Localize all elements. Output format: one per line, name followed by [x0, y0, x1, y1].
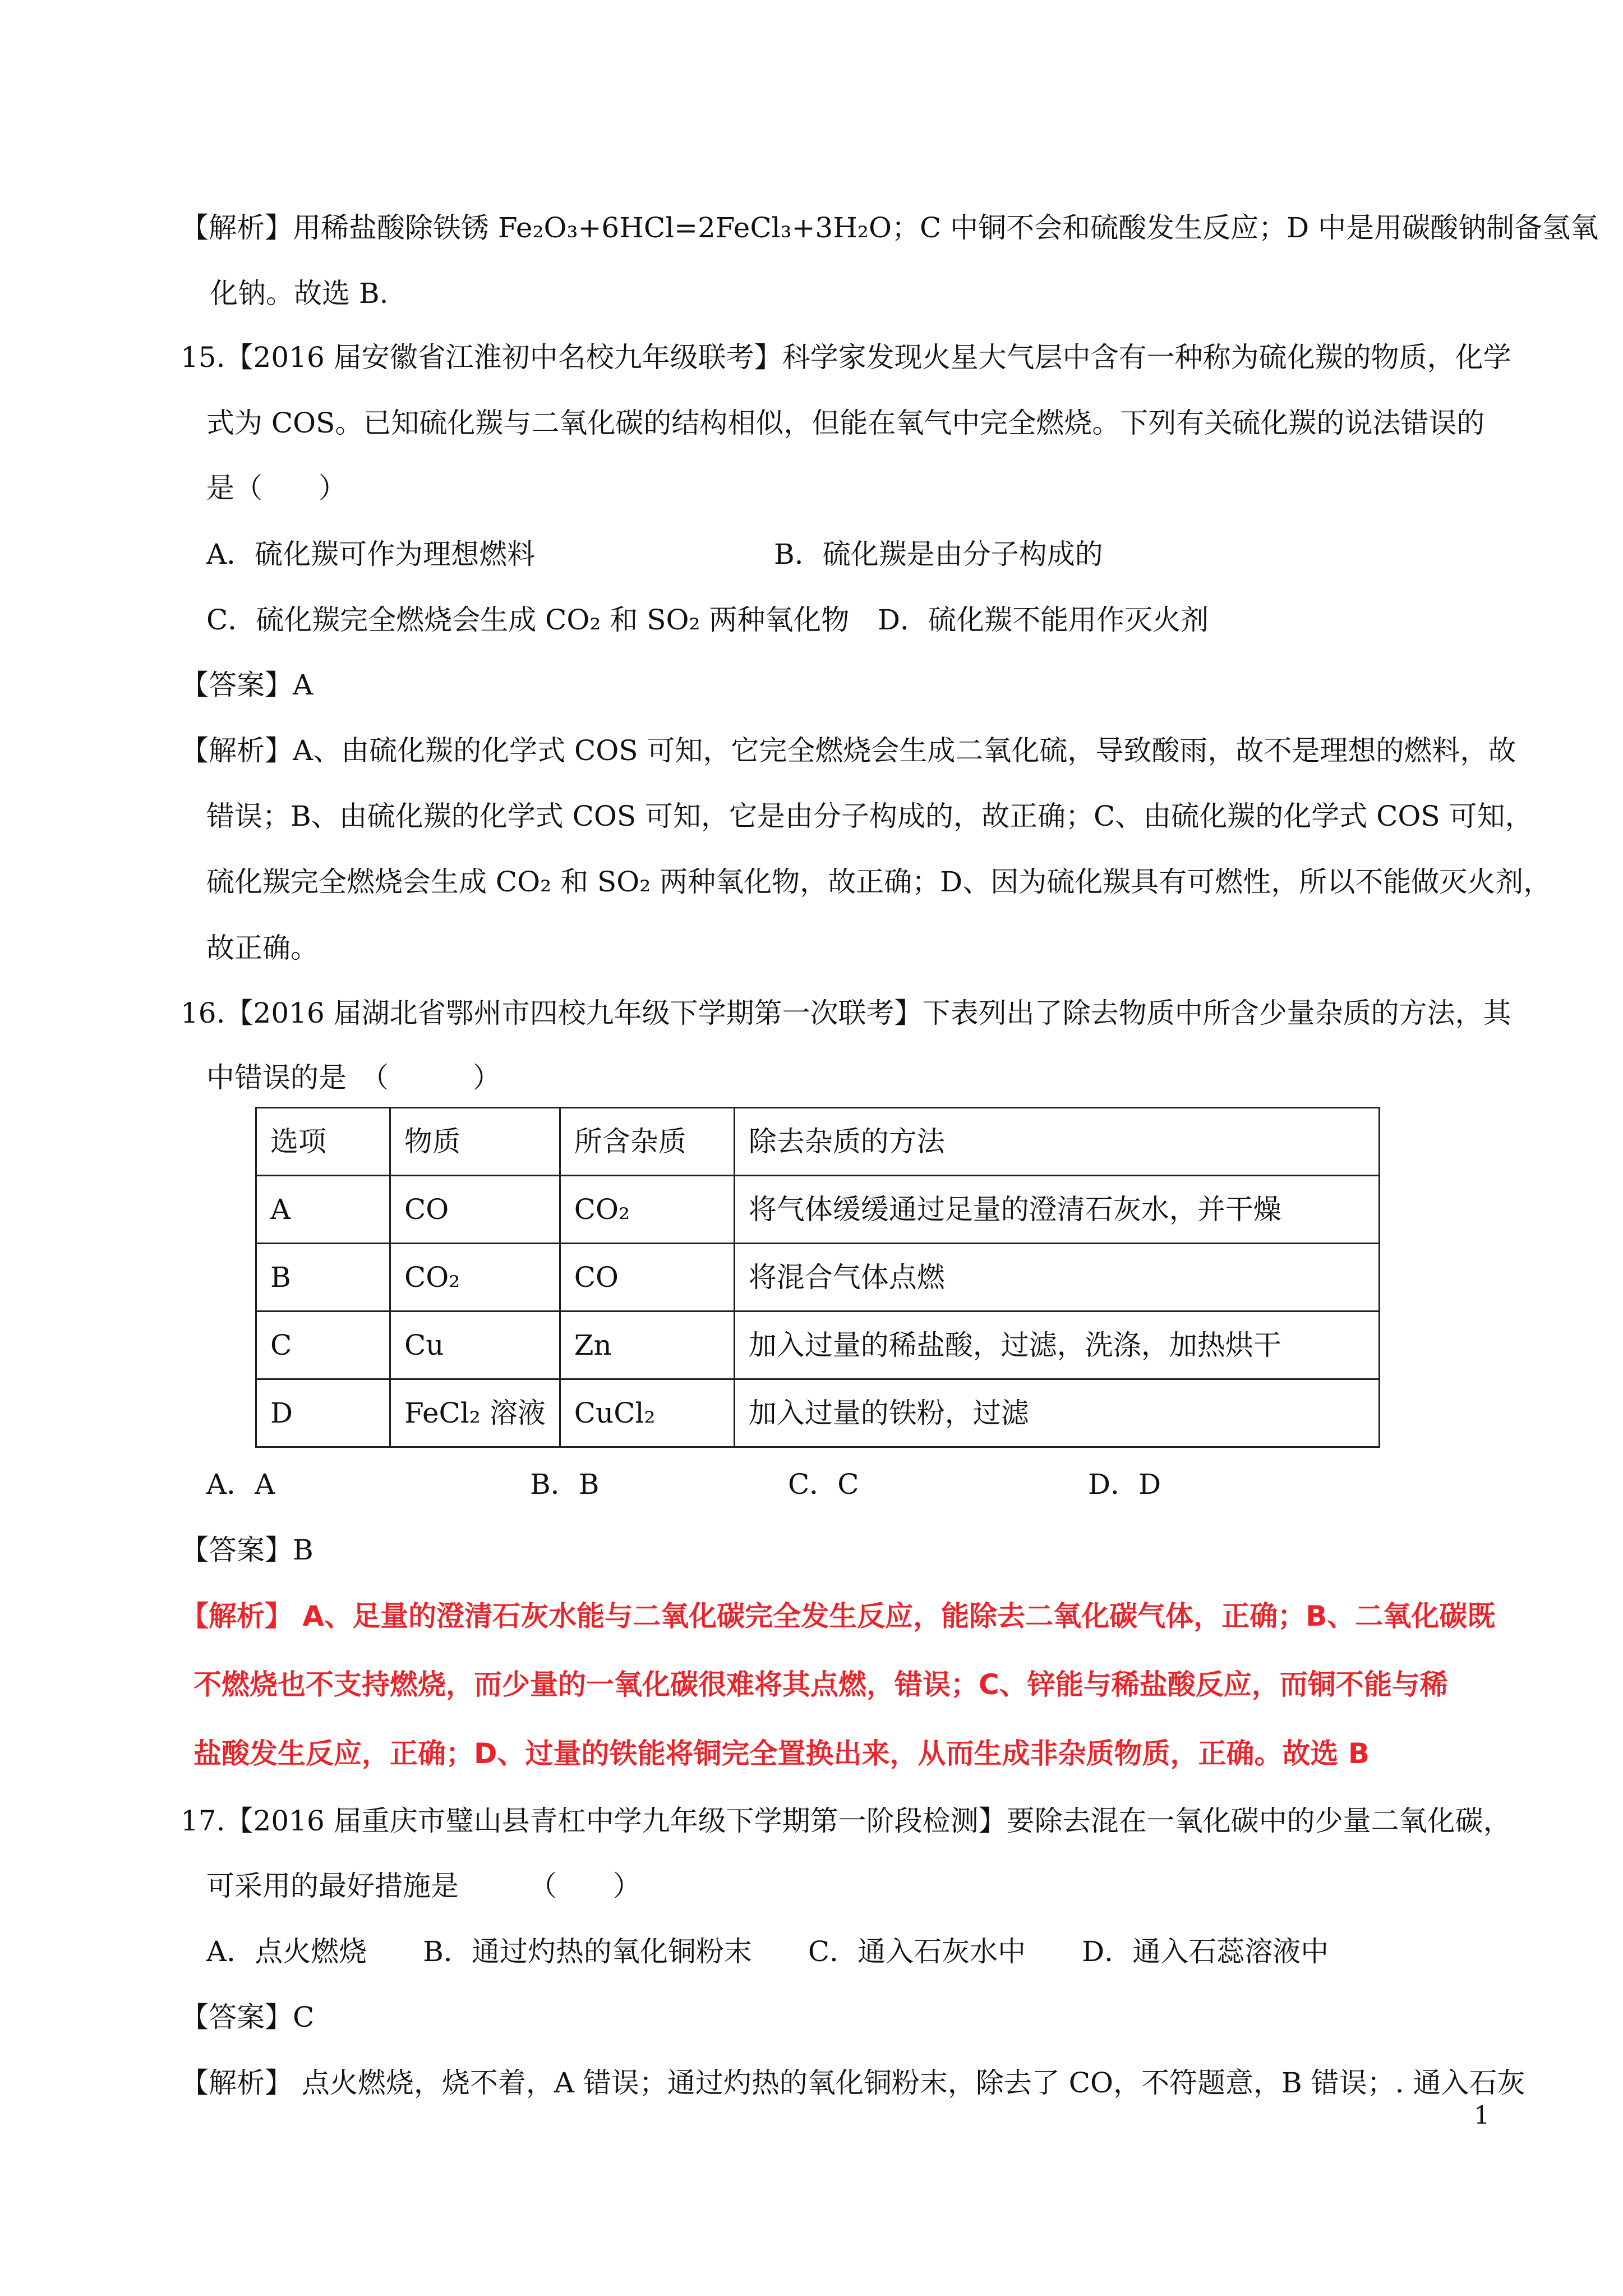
q15-analysis-line-1: 【解析】A、由硫化羰的化学式 COS 可知，它完全燃烧会生成二氧化硫，导致酸雨，故不是理想的燃料，故 [181, 734, 1516, 767]
table-row [256, 1379, 1380, 1447]
q15-stem-line-3: 是（ ） [206, 472, 347, 504]
q16-stem-line-2: 中错误的是 （ ） [206, 1061, 501, 1094]
table-cell: Cu [390, 1312, 560, 1379]
q15-option-d: D．硫化羰不能用作灭火剂 [878, 604, 1209, 636]
q14-analysis-line-1: 【解析】用稀盐酸除铁锈 Fe₂O₃+6HCl=2FeCl₃+3H₂O；C 中铜不会和硫酸发生反应；D 中是用碳酸钠制备氢氧 [181, 211, 1599, 244]
table-header-cell: 所含杂质 [560, 1108, 734, 1176]
table-cell: 加入过量的铁粉，过滤 [734, 1379, 1379, 1447]
page-number: 1 [1474, 2101, 1490, 2130]
q15-option-c: C．硫化羰完全燃烧会生成 CO₂ 和 SO₂ 两种氧化物 [206, 604, 850, 636]
table-cell: A [256, 1176, 390, 1244]
table-row [256, 1176, 1380, 1244]
q16-answer: 【答案】B [181, 1534, 313, 1566]
table-header-cell: 除去杂质的方法 [734, 1108, 1379, 1176]
q16-option-c: C．C [788, 1468, 859, 1501]
q17-analysis-line-1: 【解析】 点火燃烧，烧不着，A 错误；通过灼热的氧化铜粉末，除去了 CO，不符题意，B 错误；. 通入石灰 [181, 2067, 1525, 2099]
q16-analysis-line-1: 【解析】 A、足量的澄清石灰水能与二氧化碳完全发生反应，能除去二氧化碳气体，正确；B、二氧化碳既 [181, 1600, 1496, 1632]
q16-analysis-line-3: 盐酸发生反应，正确；D、过量的铁能将铜完全置换出来，从而生成非杂质物质，正确。故选 B [193, 1737, 1370, 1770]
q16-option-d: D．D [1088, 1468, 1161, 1501]
q15-stem-line-2: 式为 COS。已知硫化羰与二氧化碳的结构相似，但能在氧气中完全燃烧。下列有关硫化羰的说法错误的 [206, 407, 1485, 439]
q16-option-a: A．A [206, 1468, 275, 1501]
table-cell: CO₂ [560, 1176, 734, 1244]
table-cell: CuCl₂ [560, 1379, 734, 1447]
q15-stem-line-1: 15.【2016 届安徽省江淮初中名校九年级联考】科学家发现火星大气层中含有一种称为硫化羰的物质，化学 [181, 341, 1511, 374]
q15-analysis-line-2: 错误；B、由硫化羰的化学式 COS 可知，它是由分子构成的，故正确；C、由硫化羰的化学式 COS 可知， [206, 800, 1533, 832]
q16-option-b: B．B [530, 1468, 600, 1501]
q17-stem-line-2: 可采用的最好措施是 （ ） [206, 1870, 641, 1902]
q15-analysis-line-3: 硫化羰完全燃烧会生成 CO₂ 和 SO₂ 两种氧化物，故正确；D、因为硫化羰具有可燃性，所以不能做灭火剂， [206, 866, 1552, 898]
q16-stem-line-1: 16.【2016 届湖北省鄂州市四校九年级下学期第一次联考】下表列出了除去物质中所含少量杂质的方法，其 [181, 997, 1511, 1029]
q15-analysis-line-4: 故正确。 [206, 932, 319, 964]
q17-stem-line-1: 17.【2016 届重庆市璧山县青杠中学九年级下学期第一阶段检测】要除去混在一氧化碳中的少量二氧化碳， [181, 1805, 1511, 1837]
table-row [256, 1312, 1380, 1379]
impurity-table [255, 1107, 1380, 1448]
table-header-cell: 选项 [256, 1108, 390, 1176]
table-cell: FeCl₂ 溶液 [390, 1379, 560, 1447]
q17-options: A．点火燃烧 B．通过灼热的氧化铜粉末 C．通入石灰水中 D．通入石蕊溶液中 [206, 1935, 1329, 1968]
table-header-row [256, 1108, 1380, 1176]
table-header-cell: 物质 [390, 1108, 560, 1176]
q15-option-b: B．硫化羰是由分子构成的 [774, 538, 1103, 570]
q16-analysis-line-2: 不燃烧也不支持燃烧，而少量的一氧化碳很难将其点燃，错误；C、锌能与稀盐酸反应，而铜不能与稀 [193, 1668, 1448, 1701]
table-cell: C [256, 1312, 390, 1379]
q17-answer: 【答案】C [181, 2001, 315, 2033]
table-cell: Zn [560, 1312, 734, 1379]
table-cell: CO₂ [390, 1244, 560, 1312]
table-cell: 将混合气体点燃 [734, 1244, 1379, 1312]
table-row [256, 1244, 1380, 1312]
q15-answer: 【答案】A [181, 669, 313, 701]
table-cell: D [256, 1379, 390, 1447]
table-cell: 将气体缓缓通过足量的澄清石灰水，并干燥 [734, 1176, 1379, 1244]
table-cell: B [256, 1244, 390, 1312]
table-cell: CO [560, 1244, 734, 1312]
q15-option-a: A．硫化羰可作为理想燃料 [206, 538, 536, 570]
table-cell: CO [390, 1176, 560, 1244]
table-cell: 加入过量的稀盐酸，过滤，洗涤，加热烘干 [734, 1312, 1379, 1379]
q14-analysis-line-2: 化钠。故选 B. [210, 277, 389, 310]
